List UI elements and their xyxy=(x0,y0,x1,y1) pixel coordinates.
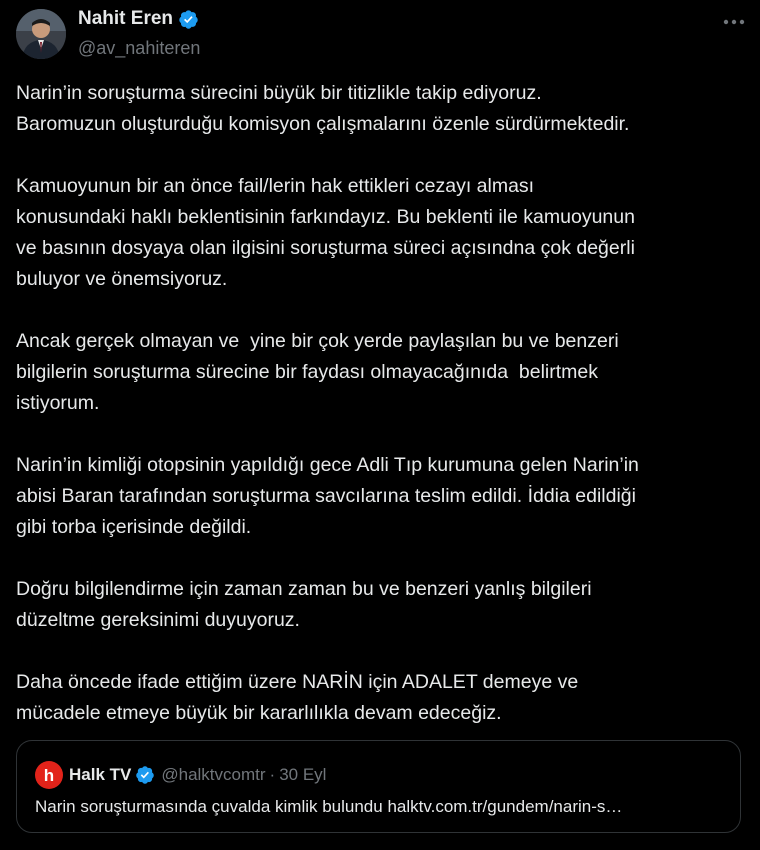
tweet-paragraph: Narin’in soruşturma sürecini büyük bir titizlikle takip ediyoruz. Baromuzun oluşturduğu komisyon çalışmalarını özenle sürdürmektedir. xyxy=(16,82,630,135)
verified-badge-icon xyxy=(135,765,155,785)
tweet-paragraph: Narin’in kimliği otopsinin yapıldığı gece Adli Tıp kurumuna gelen Narin’in abisi Baran tarafından soruşturma savcılarına teslim edildi. İddia edildiği gibi torba içerisinde değildi. xyxy=(16,454,639,538)
tweet-paragraph: Ancak gerçek olmayan ve yine bir çok yerde paylaşılan bu ve benzeri bilgilerin soruşturma sürecine bir faydası olmayacağınıda belirtmek istiyorum. xyxy=(16,330,619,414)
tweet-paragraph: Daha öncede ifade ettiğim üzere NARİN için ADALET demeye ve mücadele etmeye büyük bir kararlılıkla devam edeceğiz. xyxy=(16,671,579,724)
author-info xyxy=(78,8,200,59)
author-name[interactable]: Nahit Eren xyxy=(78,8,174,29)
author-name-row xyxy=(78,8,200,30)
quoted-author-handle[interactable]: @halktvcomtr xyxy=(161,765,266,784)
separator-dot: · xyxy=(269,765,276,784)
quoted-author-name[interactable]: Halk TV xyxy=(69,765,132,784)
halk-tv-logo-letter: h xyxy=(43,766,55,785)
author-handle[interactable]: @av_nahiteren xyxy=(78,38,201,58)
tweet-body xyxy=(16,78,746,760)
quoted-tweet-header xyxy=(35,761,326,789)
quoted-tweet-date[interactable]: 30 Eyl xyxy=(279,765,327,784)
quoted-tweet-text: Narin soruşturmasında çuvalda kimlik bulundu halktv.com.tr/gundem/narin-s… xyxy=(35,797,623,816)
tweet-paragraph: Doğru bilgilendirme için zaman zaman bu ve benzeri yanlış bilgileri düzeltme gereksinimi duyuyoruz. xyxy=(16,578,592,631)
more-options-icon[interactable] xyxy=(720,10,748,34)
author-avatar[interactable] xyxy=(16,9,66,59)
verified-badge-icon[interactable] xyxy=(178,9,199,30)
halk-tv-logo-icon[interactable] xyxy=(35,761,63,789)
tweet-paragraph: Kamuoyunun bir an önce fail/lerin hak ettikleri cezayı alması konusundaki haklı beklentisinin farkındayız. Bu beklenti ile kamuoyunun ve basının dosyaya olan ilgisini soruşturma süreci açısındna çok değerli buluyor ve önemsiyoruz. xyxy=(16,175,635,290)
avatar-image xyxy=(16,9,66,59)
quoted-tweet-card[interactable] xyxy=(16,740,741,833)
